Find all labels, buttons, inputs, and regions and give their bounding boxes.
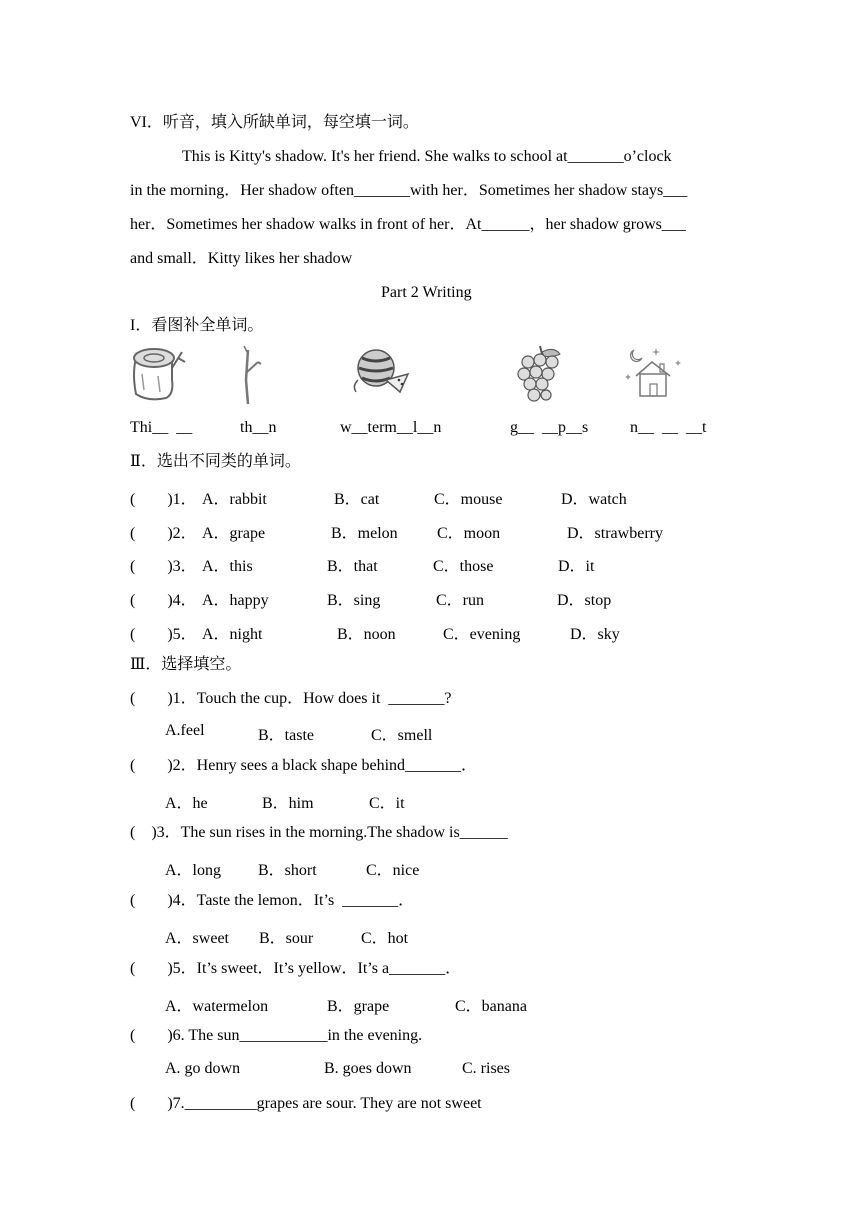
question-4: ( )4．Taste the lemon．It’s _______． bbox=[130, 892, 415, 909]
q2-option-a: A．he bbox=[165, 795, 208, 812]
q2-option-c: C．it bbox=[369, 795, 405, 812]
q1-option-a: A.feel bbox=[165, 722, 205, 739]
option-a: A．happy bbox=[202, 592, 269, 609]
q1-option-c: C．smell bbox=[371, 727, 433, 744]
word-night: n__ __ __t bbox=[630, 419, 707, 436]
word-watermelon: w__term__l__n bbox=[340, 419, 442, 436]
q5-option-a: A．watermelon bbox=[165, 998, 269, 1015]
option-a: A．grape bbox=[202, 525, 266, 542]
question-2: ( )2．Henry sees a black shape behind_______． bbox=[130, 757, 478, 774]
stick-icon bbox=[236, 344, 266, 406]
option-c: C．moon bbox=[437, 525, 501, 542]
option-c: C．those bbox=[433, 558, 494, 575]
option-d: D．sky bbox=[570, 626, 620, 643]
question-6: ( )6. The sun___________in the evening. bbox=[130, 1027, 423, 1044]
question-7: ( )7._________grapes are sour. They are not sweet bbox=[130, 1095, 482, 1112]
option-b: B．sing bbox=[327, 592, 381, 609]
section-2-title: Ⅱ．选出不同类的单词。 bbox=[130, 453, 301, 470]
section-6-title: VI．听音，填入所缺单词，每空填一词。 bbox=[130, 114, 419, 131]
item-number: ( )1． bbox=[130, 491, 197, 508]
q3-option-b: B．short bbox=[258, 862, 317, 879]
section-6-line-3: her．Sometimes her shadow walks in front of her．At______，her shadow grows___ bbox=[130, 216, 686, 233]
word-stump: Thi__ __ bbox=[130, 419, 193, 436]
q4-option-c: C．hot bbox=[361, 930, 409, 947]
q5-option-b: B．grape bbox=[327, 998, 390, 1015]
section-1-title: I．看图补全单词。 bbox=[130, 317, 264, 334]
watermelon-icon bbox=[350, 346, 414, 396]
option-b: B．that bbox=[327, 558, 378, 575]
section-6-line-1: This is Kitty's shadow. It's her friend. She walks to school at_______o’clock bbox=[182, 148, 672, 165]
item-number: ( )2． bbox=[130, 525, 197, 542]
word-grapes: g__ __p__s bbox=[510, 419, 589, 436]
section-3-title: Ⅲ．选择填空。 bbox=[130, 656, 242, 673]
option-b: B．cat bbox=[334, 491, 380, 508]
tree-stump-icon bbox=[128, 344, 188, 404]
q3-option-a: A．long bbox=[165, 862, 222, 879]
option-d: D．stop bbox=[557, 592, 612, 609]
night-house-icon bbox=[620, 344, 690, 402]
option-c: C．run bbox=[436, 592, 485, 609]
q4-option-a: A．sweet bbox=[165, 930, 229, 947]
option-a: A．rabbit bbox=[202, 491, 267, 508]
q6-option-a: A. go down bbox=[165, 1060, 241, 1077]
option-a: A．night bbox=[202, 626, 263, 643]
q6-option-c: C. rises bbox=[462, 1060, 510, 1077]
option-b: B．melon bbox=[331, 525, 398, 542]
item-number: ( )3． bbox=[130, 558, 197, 575]
option-b: B．noon bbox=[337, 626, 396, 643]
item-number: ( )5． bbox=[130, 626, 197, 643]
option-d: D．watch bbox=[561, 491, 627, 508]
q4-option-b: B．sour bbox=[259, 930, 314, 947]
item-number: ( )4． bbox=[130, 592, 197, 609]
q5-option-c: C．banana bbox=[455, 998, 527, 1015]
q2-option-b: B．him bbox=[262, 795, 314, 812]
q6-option-b: B. goes down bbox=[324, 1060, 412, 1077]
question-3: ( )3．The sun rises in the morning.The shadow is______ bbox=[130, 824, 508, 841]
question-5: ( )5．It’s sweet．It’s yellow．It’s a_______． bbox=[130, 960, 462, 977]
option-c: C．evening bbox=[443, 626, 521, 643]
q1-option-b: B．taste bbox=[258, 727, 314, 744]
section-6-line-4: and small．Kitty likes her shadow bbox=[130, 250, 353, 267]
option-d: D．it bbox=[558, 558, 595, 575]
question-1: ( )1．Touch the cup．How does it _______? bbox=[130, 690, 452, 707]
grapes-icon bbox=[514, 344, 564, 406]
option-c: C．mouse bbox=[434, 491, 503, 508]
section-6-line-2: in the morning．Her shadow often_______with her．Sometimes her shadow stays___ bbox=[130, 182, 688, 199]
option-a: A．this bbox=[202, 558, 253, 575]
option-d: D．strawberry bbox=[567, 525, 663, 542]
q3-option-c: C．nice bbox=[366, 862, 420, 879]
word-stick: th__n bbox=[240, 419, 277, 436]
part-2-heading: Part 2 Writing bbox=[381, 284, 472, 301]
